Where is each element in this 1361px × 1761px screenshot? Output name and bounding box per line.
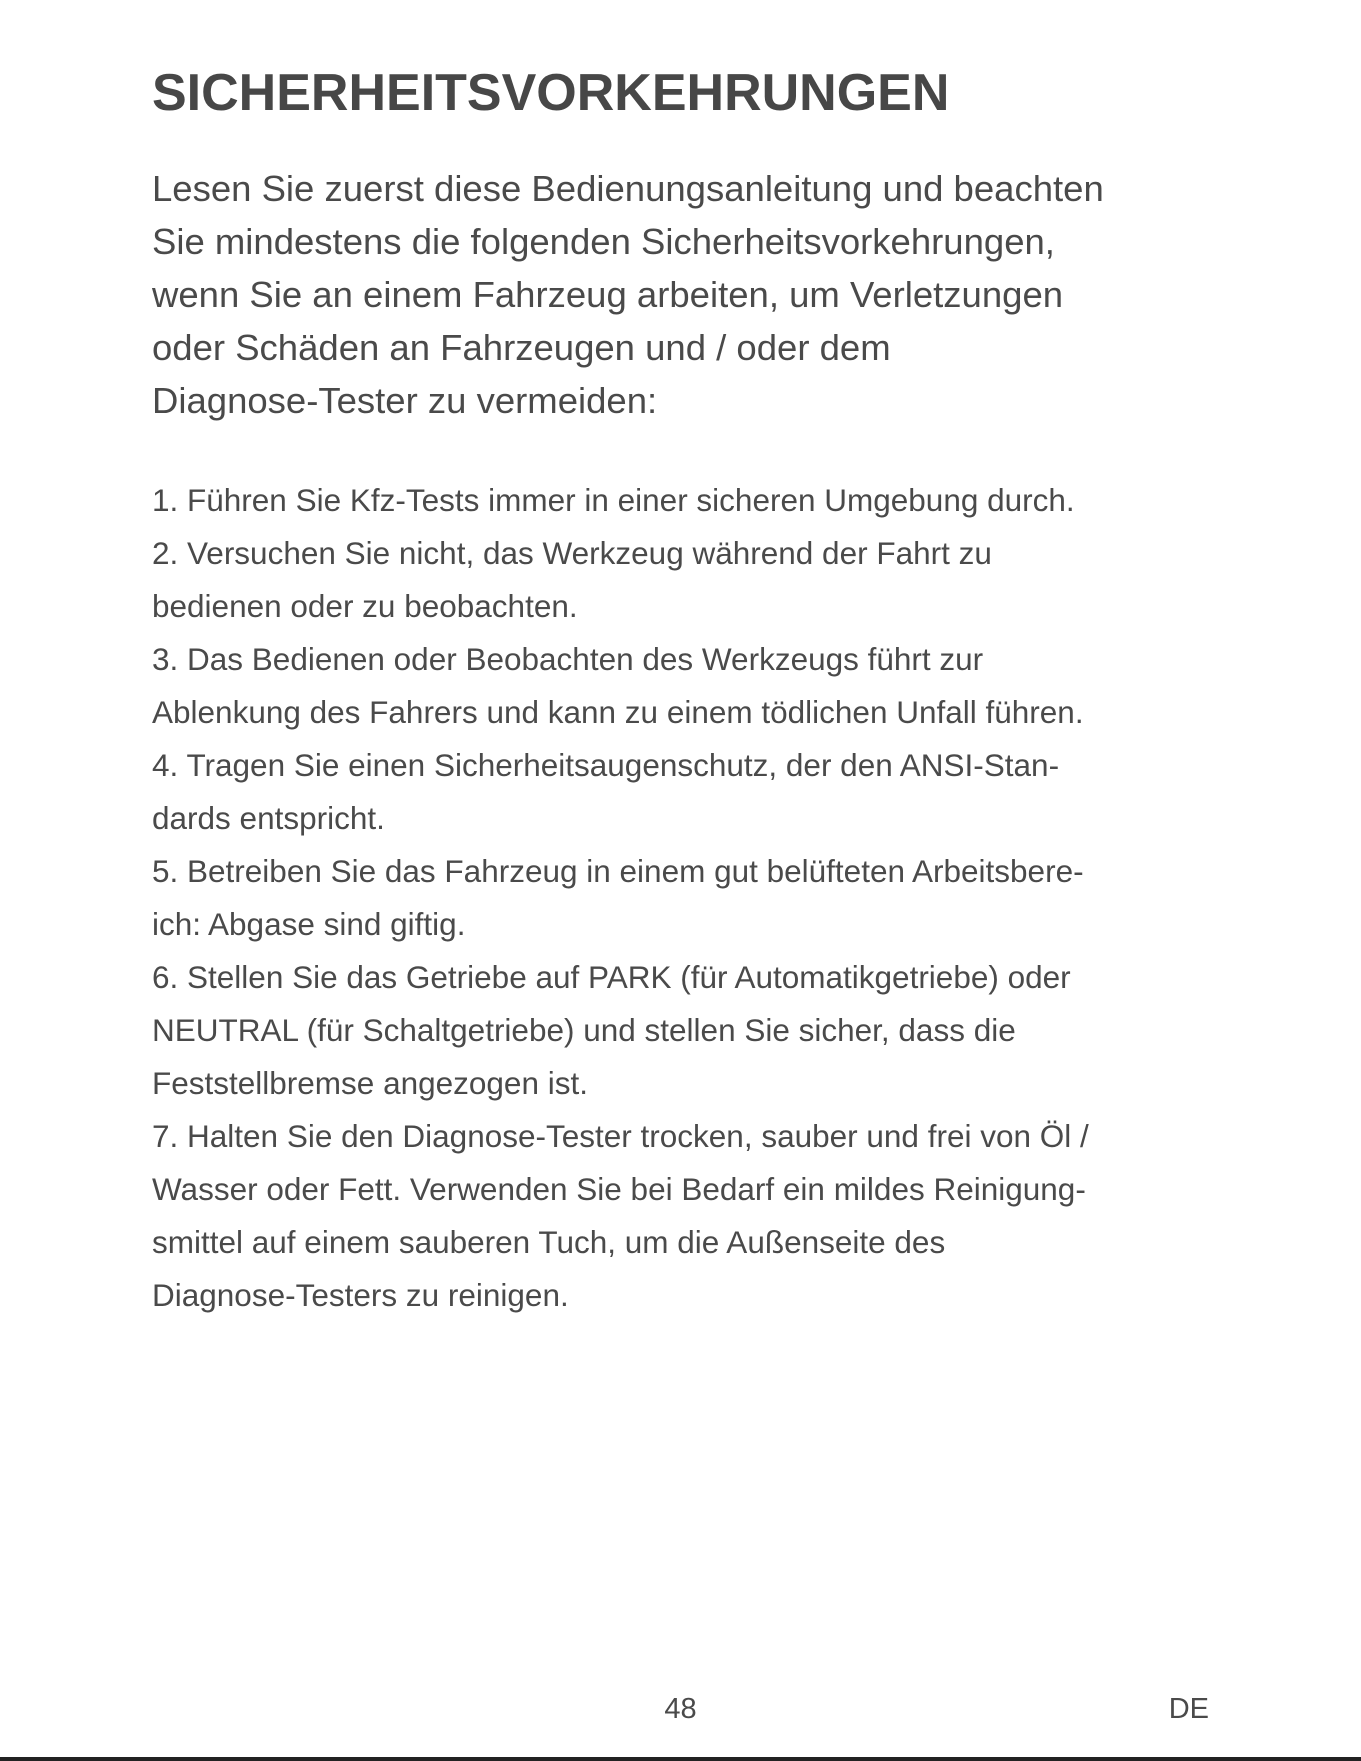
bottom-border (0, 1757, 1361, 1761)
intro-line: wenn Sie an einem Fahrzeug arbeiten, um Verletzungen (152, 274, 1064, 315)
safety-item-3 (152, 633, 1232, 739)
safety-item-line: 1. Führen Sie Kfz-Tests immer in einer sicheren Umgebung durch. (152, 482, 1075, 518)
safety-item-line: NEUTRAL (für Schaltgetriebe) und stellen Sie sicher, dass die (152, 1012, 1016, 1048)
safety-item-line: 6. Stellen Sie das Getriebe auf PARK (für Automatikgetriebe) oder (152, 959, 1071, 995)
safety-item-2 (152, 527, 1232, 633)
safety-item-line: 2. Versuchen Sie nicht, das Werkzeug während der Fahrt zu (152, 535, 992, 571)
safety-item-line: 4. Tragen Sie einen Sicherheitsaugenschutz, der den ANSI-Stan- (152, 747, 1060, 783)
intro-line: Diagnose-Tester zu vermeiden: (152, 380, 658, 421)
page-number: 48 (664, 1693, 697, 1725)
safety-item-6 (152, 951, 1232, 1110)
intro-line: Sie mindestens die folgenden Sicherheitsvorkehrungen, (152, 221, 1055, 262)
safety-item-line: 3. Das Bedienen oder Beobachten des Werkzeugs führt zur (152, 641, 984, 677)
safety-item-5 (152, 845, 1232, 951)
intro-paragraph (152, 162, 1232, 427)
safety-list (152, 474, 1232, 1322)
safety-item-7 (152, 1110, 1232, 1322)
safety-item-line: Ablenkung des Fahrers und kann zu einem tödlichen Unfall führen. (152, 694, 1084, 730)
safety-item-line: bedienen oder zu beobachten. (152, 588, 578, 624)
safety-item-line: smittel auf einem sauberen Tuch, um die Außenseite des (152, 1224, 946, 1260)
safety-item-line: 7. Halten Sie den Diagnose-Tester trocken, sauber und frei von Öl / (152, 1118, 1089, 1154)
safety-item-line: ich: Abgase sind giftig. (152, 906, 466, 942)
language-code: DE (1168, 1693, 1209, 1725)
intro-line: oder Schäden an Fahrzeugen und / oder dem (152, 327, 891, 368)
safety-item-line: Diagnose-Testers zu reinigen. (152, 1277, 569, 1313)
intro-line: Lesen Sie zuerst diese Bedienungsanleitung und beachten (152, 168, 1104, 209)
safety-item-1 (152, 474, 1232, 527)
safety-item-line: Wasser oder Fett. Verwenden Sie bei Bedarf ein mildes Reinigung- (152, 1171, 1086, 1207)
safety-item-4 (152, 739, 1232, 845)
safety-item-line: Feststellbremse angezogen ist. (152, 1065, 588, 1101)
page-title: SICHERHEITSVORKEHRUNGEN (152, 64, 950, 122)
safety-item-line: 5. Betreiben Sie das Fahrzeug in einem gut belüfteten Arbeitsbere- (152, 853, 1084, 889)
safety-item-line: dards entspricht. (152, 800, 385, 836)
